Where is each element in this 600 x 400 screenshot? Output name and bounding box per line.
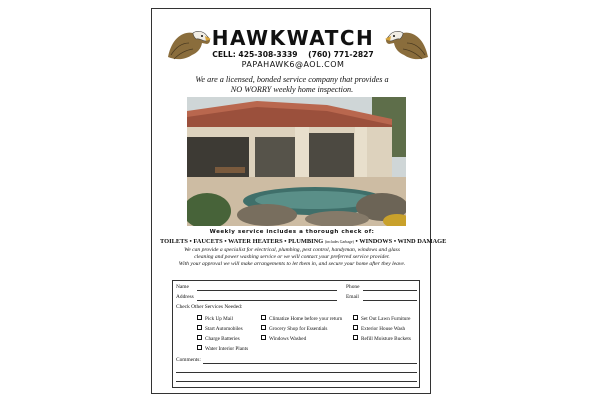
checkbox-icon (197, 345, 202, 350)
service-list (160, 238, 447, 245)
checkbox-climatize-home[interactable]: Climatize Home before your return (261, 315, 342, 322)
email-label: Email (346, 294, 359, 300)
tagline (172, 75, 412, 95)
name-field[interactable] (197, 290, 337, 291)
tagline-line-2: NO WORRY weekly home inspection. (230, 85, 354, 94)
checkbox-refill-moisture-buckets[interactable]: Refill Moisture Buckets (353, 335, 411, 342)
phone-field[interactable] (363, 290, 417, 291)
checkbox-icon (261, 325, 266, 330)
checkbox-grocery-shop[interactable]: Grocery Shop for Essentials (261, 325, 327, 332)
description-line-2: cleaning and power washing service or we will contact your preferred service provider. (194, 254, 390, 261)
comments-line-1[interactable] (203, 363, 417, 364)
address-field[interactable] (197, 300, 337, 301)
address-label: Address (176, 294, 194, 300)
phone-secondary: (760) 771-2827 (308, 50, 374, 59)
checkbox-charge-batteries[interactable]: Charge Batteries (197, 335, 240, 342)
phone-label: Phone (346, 284, 360, 290)
phone-primary: 425-308-3339 (238, 50, 298, 59)
checkbox-windows-washed[interactable]: Windows Washed (261, 335, 306, 342)
request-form (172, 280, 420, 388)
eagle-logo-left (166, 27, 212, 65)
checkbox-icon (353, 335, 358, 340)
checkbox-start-automobiles[interactable]: Start Automobiles (197, 325, 243, 332)
comments-line-3[interactable] (176, 381, 417, 382)
checkbox-icon (197, 315, 202, 320)
flyer (151, 8, 447, 394)
cell-label: CELL: (212, 50, 236, 59)
service-list-rest: • WINDOWS • WIND DAMAGE (355, 238, 447, 245)
tagline-line-1: We are a licensed, bonded service company that provides a (195, 75, 389, 84)
brand-title: HAWKWATCH (211, 26, 375, 50)
description-line-1: We can provide a specialist for electrical, plumbing, pest control, handyman, windows and glass (184, 247, 400, 253)
contact-email: PAPAHAWK6@AOL.COM (241, 60, 345, 69)
description-line-3: With your approval we will make arrangements to let them in, and secure your home after they leave. (178, 261, 406, 268)
comments-line-2[interactable] (176, 372, 417, 373)
checkbox-exterior-house-wash[interactable]: Exterior House Wash (353, 325, 405, 332)
checkbox-icon (261, 335, 266, 340)
checkbox-icon (197, 325, 202, 330)
contact-phones (208, 50, 378, 59)
name-label: Name (176, 284, 189, 290)
checkbox-icon (197, 335, 202, 340)
check-services-heading: Check Other Services Needed: (176, 304, 243, 310)
checkbox-water-interior-plants[interactable]: Water Interior Plants (197, 345, 248, 352)
service-description (166, 247, 418, 269)
checkbox-icon (261, 315, 266, 320)
service-list-main: TOILETS • FAUCETS • WATER HEATERS • PLUMBING (160, 238, 324, 245)
checkbox-icon (353, 315, 358, 320)
weekly-service-heading: Weekly service includes a thorough check of: (209, 229, 375, 235)
email-field[interactable] (363, 300, 417, 301)
comments-label: Comments: (176, 357, 201, 363)
checkbox-set-out-lawn-furniture[interactable]: Set Out Lawn Furniture (353, 315, 410, 322)
checkbox-pick-up-mail[interactable]: Pick Up Mail (197, 315, 233, 322)
checkbox-icon (353, 325, 358, 330)
service-list-note: (includes Garbage) (324, 240, 354, 244)
pool-patio-photo (187, 97, 406, 226)
eagle-logo-right (384, 27, 430, 65)
